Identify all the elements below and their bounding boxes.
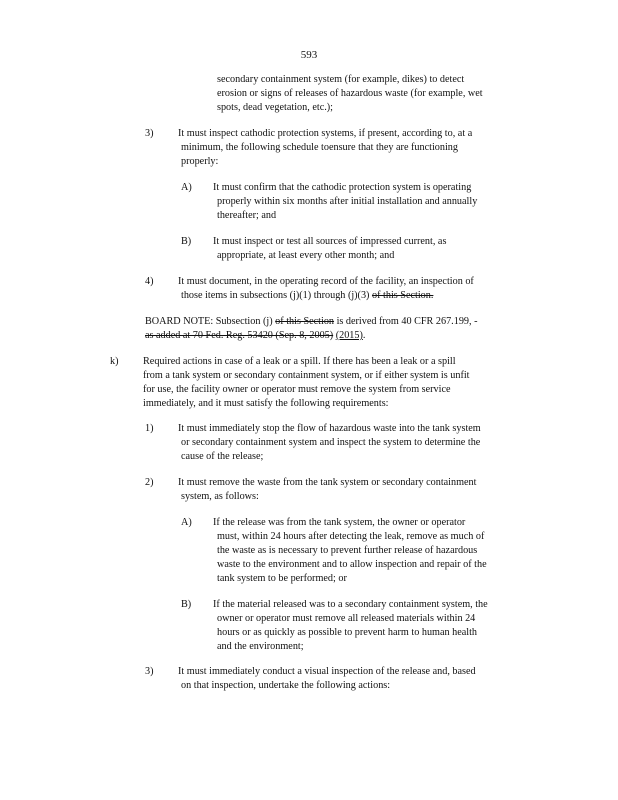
text-line: and the environment;	[217, 641, 304, 652]
text-line: minimum, the following schedule toensure that they are functioning	[181, 142, 458, 153]
page-number: 593	[300, 49, 318, 61]
text-line: on that inspection, undertake the following actions:	[181, 680, 391, 691]
board-note	[145, 315, 535, 343]
text-line: It must immediately conduct a visual inspection of the release and, based	[178, 666, 476, 677]
text-line: erosion or signs of releases of hazardous waste (for example, wet	[217, 88, 483, 99]
item-label: 2)	[145, 477, 154, 488]
text-line: properly within six months after initial installation and annually	[217, 196, 478, 207]
text-line: It must inspect cathodic protection systems, if present, according to, at a	[178, 128, 473, 139]
text-line: tank system to be performed; or	[217, 573, 347, 584]
text-line: appropriate, at least every other month; and	[217, 250, 395, 261]
item-label: k)	[110, 356, 119, 367]
text-line: properly:	[181, 156, 219, 167]
struck-text: of this Section.	[371, 290, 434, 301]
text-line: from a tank system or secondary containment system, or if either system is unfit	[143, 370, 470, 381]
item-label: B)	[181, 236, 192, 247]
item-label: A)	[181, 517, 192, 528]
text-fragment: those items in subsections (j)(1) through (j)(3)	[181, 290, 370, 301]
text-line	[145, 329, 535, 343]
inserted-text: (2015)	[335, 330, 363, 341]
text-line: for use, the facility owner or operator must remove the system from service	[143, 384, 451, 395]
text-line: or secondary containment system and inspect the system to determine the	[181, 437, 481, 448]
item-label: 3)	[145, 666, 154, 677]
text-line: Required actions in case of a leak or a spill. If there has been a leak or a spill	[143, 356, 456, 367]
text-line: waste to the environment and to allow inspection and repair of the	[217, 559, 487, 570]
item-label: 1)	[145, 423, 154, 434]
text-line: thereafter; and	[217, 210, 277, 221]
text-line: system, as follows:	[181, 491, 259, 502]
item-label: 3)	[145, 128, 154, 139]
text-line: must, within 24 hours after detecting the leak, remove as much of	[217, 531, 485, 542]
continuation-text	[217, 73, 529, 115]
struck-text: of this Section	[275, 316, 335, 327]
text-line: If the release was from the tank system, the owner or operator	[213, 517, 466, 528]
text-line: It must remove the waste from the tank system or secondary containment	[178, 477, 477, 488]
text-fragment: .	[362, 330, 366, 341]
text-line: secondary containment system (for example, dikes) to detect	[217, 74, 465, 85]
item-label: A)	[181, 182, 192, 193]
text-line	[181, 289, 538, 303]
item-label: B)	[181, 599, 192, 610]
text-line: If the material released was to a secondary containment system, the	[213, 599, 488, 610]
text-line: owner or operator must remove all released materials within 24	[217, 613, 476, 624]
text-line: cause of the release;	[181, 451, 264, 462]
text-line: spots, dead vegetation, etc.);	[217, 102, 333, 113]
text-line: immediately, and it must satisfy the following requirements:	[143, 398, 389, 409]
text-line	[145, 315, 535, 329]
text-line: the waste as is necessary to prevent further release of hazardous	[217, 545, 478, 556]
text-line: It must confirm that the cathodic protection system is operating	[213, 182, 472, 193]
text-line: hours or as quickly as possible to prevent harm to human health	[217, 627, 478, 638]
text-line: It must inspect or test all sources of impressed current, as	[213, 236, 447, 247]
struck-text: as added at 70 Fed. Reg. 53420 (Sep. 8, 2005)	[145, 330, 334, 341]
text-line: It must document, in the operating record of the facility, an inspection of	[178, 276, 474, 287]
text-fragment: is derived from 40 CFR 267.199, -	[336, 316, 478, 327]
item-label: 4)	[145, 276, 154, 287]
text-line: It must immediately stop the flow of hazardous waste into the tank system	[178, 423, 481, 434]
text-fragment: BOARD NOTE: Subsection (j)	[145, 316, 273, 327]
